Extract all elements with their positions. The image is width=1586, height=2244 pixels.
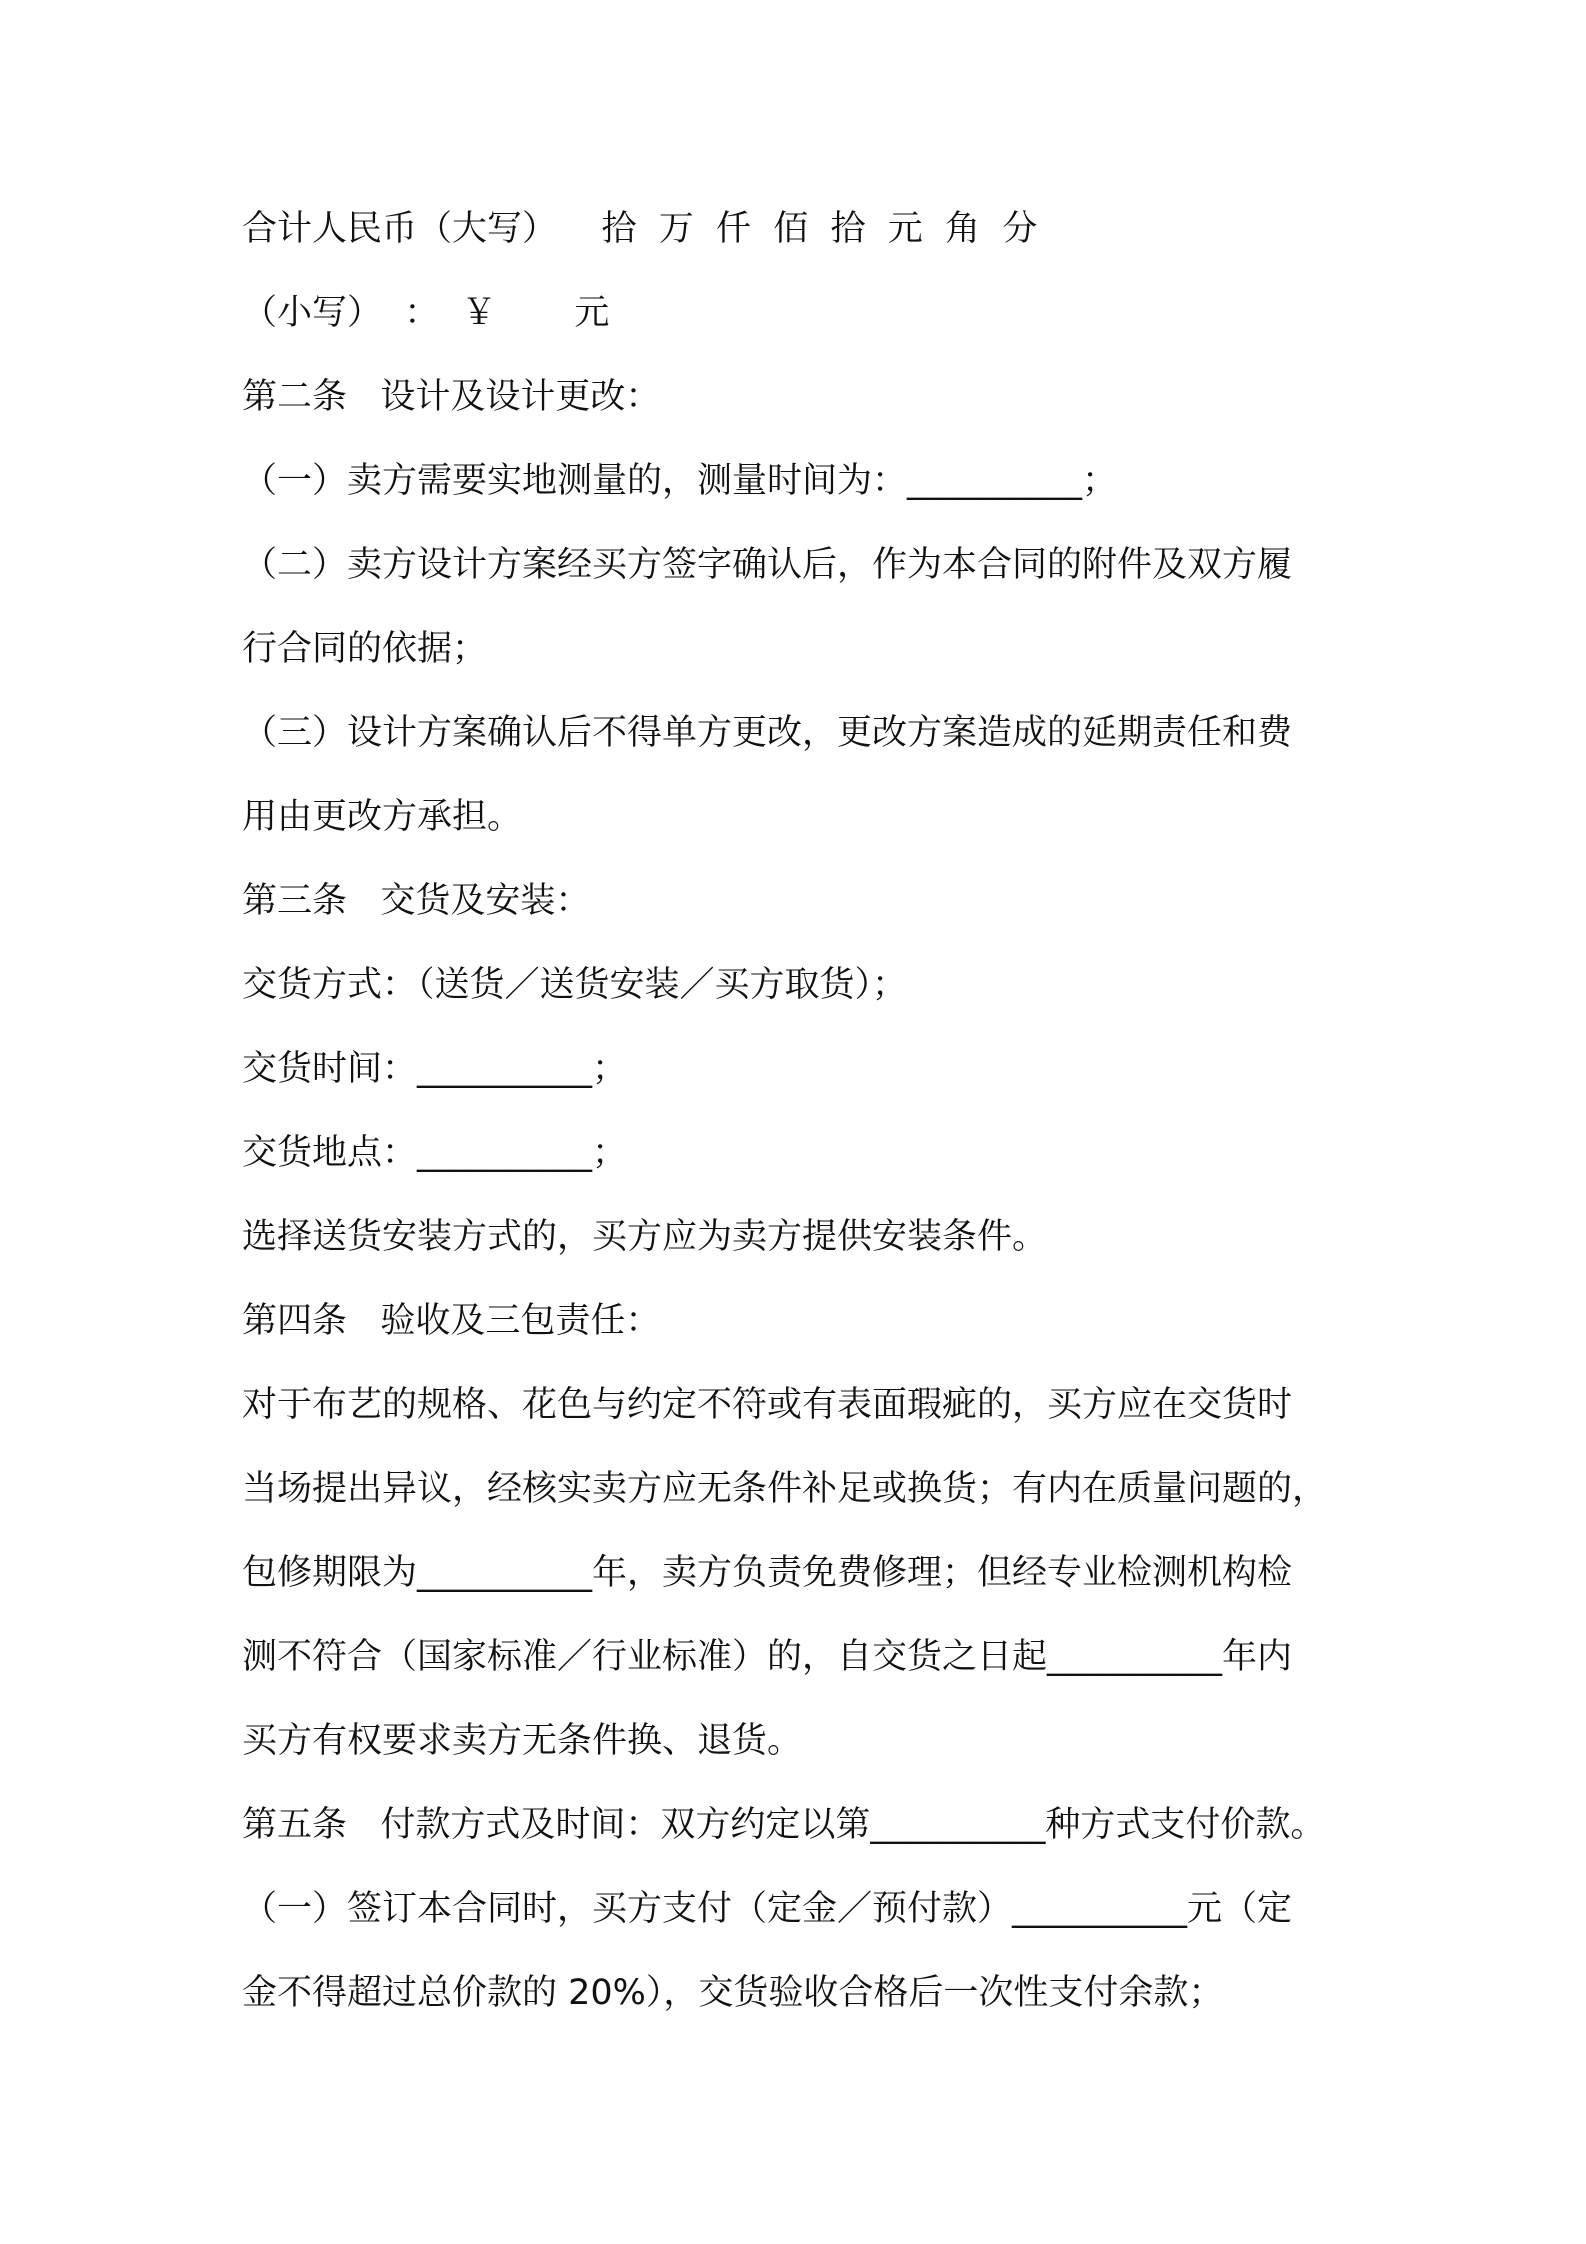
delivery-place-line: 交货地点：__________； bbox=[242, 1133, 628, 1173]
article-2-clause-2: （二）卖方设计方案经买方签字确认后，作为本合同的附件及双方履 bbox=[242, 545, 1293, 585]
article-5-heading: 第五条 付款方式及时间：双方约定以第__________种方式支付价款。 bbox=[242, 1805, 1326, 1845]
article-4-text-5: 买方有权要求卖方无条件换、退货。 bbox=[242, 1721, 803, 1761]
article-2-clause-3-cont: 用由更改方承担。 bbox=[242, 797, 523, 837]
delivery-method-line: 交货方式：（送货／送货安装／买方取货）； bbox=[242, 965, 908, 1005]
article-3-heading: 第三条 交货及安装： bbox=[242, 881, 591, 921]
article-5-clause-1-cont: 金不得超过总价款的 20%），交货验收合格后一次性支付余款； bbox=[242, 1973, 1224, 2013]
article-2-clause-2-cont: 行合同的依据； bbox=[242, 629, 488, 669]
article-4-text-4: 测不符合（国家标准／行业标准）的，自交货之日起__________年内 bbox=[242, 1637, 1293, 1677]
delivery-time-line: 交货时间：__________； bbox=[242, 1049, 628, 1089]
article-2-heading: 第二条 设计及设计更改： bbox=[242, 377, 661, 417]
article-4-text-2: 当场提出异议，经核实卖方应无条件补足或换货；有内在质量问题的， bbox=[242, 1469, 1328, 1509]
installation-conditions-line: 选择送货安装方式的，买方应为卖方提供安装条件。 bbox=[242, 1217, 1048, 1257]
article-2-clause-3: （三）设计方案确认后不得单方更改，更改方案造成的延期责任和费 bbox=[242, 713, 1293, 753]
article-2-clause-1: （一）卖方需要实地测量的，测量时间为：__________； bbox=[242, 461, 1118, 501]
article-4-text-1: 对于布艺的规格、花色与约定不符或有表面瑕疵的，买方应在交货时 bbox=[242, 1385, 1293, 1425]
article-4-text-3: 包修期限为__________年，卖方负责免费修理；但经专业检测机构检 bbox=[242, 1553, 1293, 1593]
article-4-heading: 第四条 验收及三包责任： bbox=[242, 1301, 661, 1341]
article-5-clause-1: （一）签订本合同时，买方支付（定金／预付款）__________元（定 bbox=[242, 1889, 1293, 1929]
total-amount-lowercase-line: （小写） ： ￥ 元 bbox=[242, 293, 610, 333]
total-amount-uppercase-line: 合计人民币（大写） 拾 万 仟 佰 拾 元 角 分 bbox=[242, 209, 1038, 249]
